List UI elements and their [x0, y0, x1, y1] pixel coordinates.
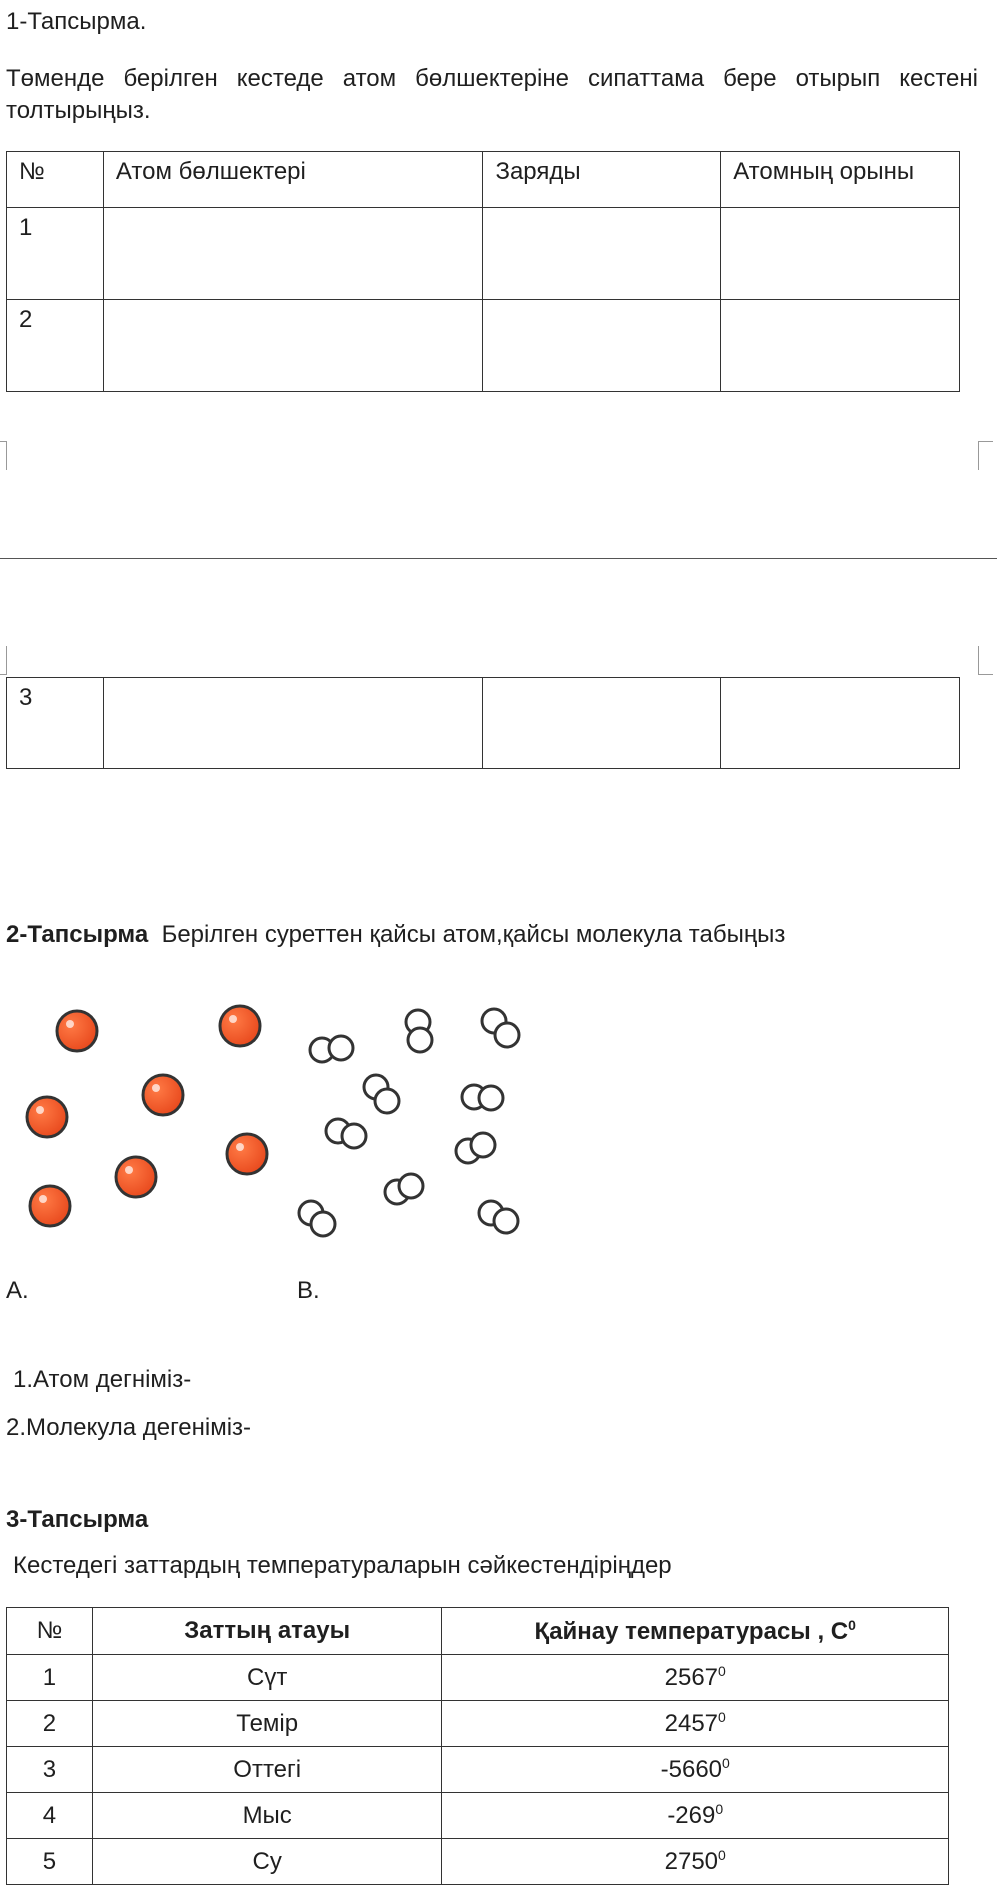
row-number: 5 — [7, 1839, 93, 1885]
table-row — [7, 1793, 949, 1839]
row-number: 2 — [7, 300, 104, 392]
temperature-value: 2567$^0$ — [442, 1655, 949, 1701]
molecule-pair — [479, 1201, 518, 1233]
table-row — [7, 300, 960, 392]
molecule-pair — [364, 1075, 399, 1113]
atoms-molecules-figure — [0, 990, 560, 1250]
header-particles: Атом бөлшектері — [103, 152, 483, 208]
task1-table — [6, 151, 960, 392]
atom-circle — [116, 1157, 156, 1197]
molecule-pair — [456, 1133, 495, 1163]
row-number: 2 — [7, 1701, 93, 1747]
molecule-pair — [385, 1174, 423, 1204]
task3-instruction: Кестедегі заттардың температураларын сәйкестендіріңдер — [13, 1552, 672, 1579]
table-row — [7, 208, 960, 300]
row-number: 4 — [7, 1793, 93, 1839]
page-corner-mark — [978, 646, 993, 675]
task1-instruction: Төменде берілген кестеде атом бөлшектеріне сипаттама бере отырып кестені толтырыңыз. — [6, 65, 978, 124]
substance-name: Сүт — [92, 1655, 442, 1701]
label-a: А. — [6, 1277, 29, 1304]
molecule-pair — [482, 1009, 519, 1047]
atoms-group-a — [27, 1006, 267, 1226]
atom-circle — [27, 1097, 67, 1137]
label-b: В. — [297, 1277, 320, 1304]
row-number: 1 — [7, 208, 104, 300]
row-number: 1 — [7, 1655, 93, 1701]
task1-table-continued — [6, 677, 960, 769]
table-row — [7, 1747, 949, 1793]
row-number: 3 — [7, 678, 104, 769]
blank-cell[interactable] — [103, 208, 483, 300]
atom-circle — [227, 1134, 267, 1174]
page-corner-mark — [0, 646, 7, 675]
molecule-pair — [462, 1085, 503, 1110]
blank-cell[interactable] — [103, 678, 483, 769]
blank-cell[interactable] — [721, 678, 960, 769]
temperature-value: 2750$^0$ — [442, 1839, 949, 1885]
task1-title: 1-Тапсырма. — [6, 8, 147, 35]
substance-name: Темір — [92, 1701, 442, 1747]
question-molecule: 2.Молекула дегеніміз- — [6, 1414, 252, 1441]
blank-cell[interactable] — [721, 300, 960, 392]
atom-circle — [57, 1011, 97, 1051]
header-substance: Заттың атауы — [92, 1608, 442, 1655]
task2-instruction: Берілген суреттен қайсы атом,қайсы молекула табыңыз — [161, 921, 786, 948]
molecule-pair — [310, 1036, 353, 1062]
temperature-value: 2457$^0$ — [442, 1701, 949, 1747]
atom-circle — [143, 1075, 183, 1115]
atom-circle — [30, 1186, 70, 1226]
header-location: Атомның орыны — [721, 152, 960, 208]
molecule-pair — [299, 1201, 335, 1236]
blank-cell[interactable] — [483, 678, 721, 769]
header-charge: Заряды — [483, 152, 721, 208]
table-header-row — [7, 152, 960, 208]
molecule-pair — [406, 1010, 432, 1052]
blank-cell[interactable] — [721, 208, 960, 300]
header-boiling-temp: Қайнау температурасы , $С^0$ — [442, 1608, 949, 1655]
page-corner-mark — [0, 441, 7, 470]
task2-heading — [6, 921, 785, 949]
task3-title: 3-Тапсырма — [6, 1506, 149, 1533]
header-number: № — [7, 1608, 93, 1655]
molecule-pair — [326, 1119, 366, 1148]
table-row — [7, 1701, 949, 1747]
task2-title: 2-Тапсырма — [6, 921, 149, 948]
blank-cell[interactable] — [103, 300, 483, 392]
table-header-row — [7, 1608, 949, 1655]
temperature-value: $-269^0$ — [442, 1793, 949, 1839]
header-number: № — [7, 152, 104, 208]
table-row — [7, 1839, 949, 1885]
temperature-value: -5660$^0$ — [442, 1747, 949, 1793]
substance-name: Оттегі — [92, 1747, 442, 1793]
substance-name: Мыс — [92, 1793, 442, 1839]
substance-name: Су — [92, 1839, 442, 1885]
task3-table — [6, 1607, 949, 1885]
question-atom: 1.Атом дегніміз- — [13, 1366, 192, 1393]
molecules-group-b — [299, 1009, 519, 1236]
table-row — [7, 1655, 949, 1701]
blank-cell[interactable] — [483, 300, 721, 392]
table-row — [7, 678, 960, 769]
blank-cell[interactable] — [483, 208, 721, 300]
page-corner-mark — [978, 441, 993, 470]
page-break-line — [0, 558, 997, 559]
atom-circle — [220, 1006, 260, 1046]
row-number: 3 — [7, 1747, 93, 1793]
